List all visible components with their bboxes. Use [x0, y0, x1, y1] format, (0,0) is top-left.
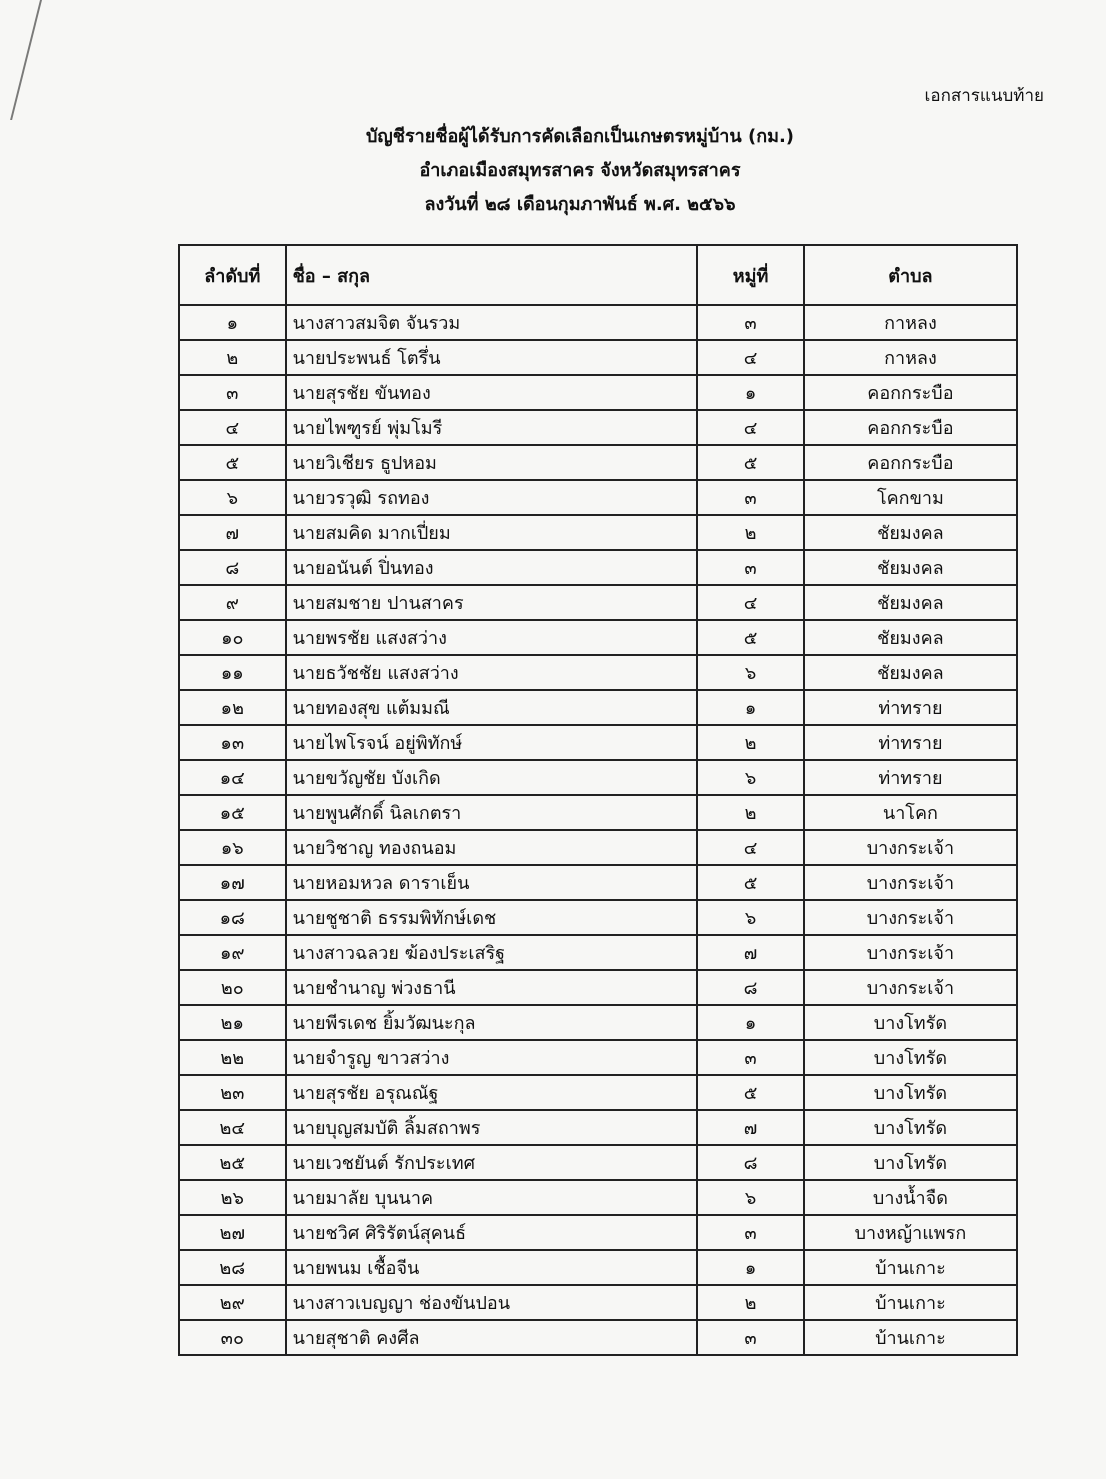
cell-moo: ๓ — [697, 480, 804, 515]
cell-tambon: ชัยมงคล — [804, 655, 1017, 690]
cell-moo: ๓ — [697, 1320, 804, 1355]
cell-tambon: บางน้ำจืด — [804, 1180, 1017, 1215]
table-header-row — [179, 245, 1017, 305]
cell-moo: ๕ — [697, 445, 804, 480]
cell-moo: ๕ — [697, 865, 804, 900]
cell-name: นายสุรชัย อรุณณัฐ — [286, 1075, 698, 1110]
table-row — [179, 410, 1017, 445]
cell-name: นายชูชาติ ธรรมพิทักษ์เดช — [286, 900, 698, 935]
cell-no: ๕ — [179, 445, 286, 480]
cell-no: ๘ — [179, 550, 286, 585]
cell-name: นางสาวสมจิต จันรวม — [286, 305, 698, 340]
cell-no: ๑ — [179, 305, 286, 340]
table-row — [179, 865, 1017, 900]
table-row — [179, 375, 1017, 410]
cell-tambon: บางโทรัด — [804, 1145, 1017, 1180]
cell-tambon: กาหลง — [804, 305, 1017, 340]
cell-name: นายหอมหวล ดาราเย็น — [286, 865, 698, 900]
cell-no: ๙ — [179, 585, 286, 620]
cell-name: นายวรวุฒิ รถทอง — [286, 480, 698, 515]
cell-tambon: กาหลง — [804, 340, 1017, 375]
cell-no: ๒๔ — [179, 1110, 286, 1145]
cell-moo: ๓ — [697, 1040, 804, 1075]
cell-moo: ๔ — [697, 340, 804, 375]
cell-name: นายขวัญชัย บังเกิด — [286, 760, 698, 795]
table-row — [179, 795, 1017, 830]
table-row — [179, 1250, 1017, 1285]
cell-no: ๒๘ — [179, 1250, 286, 1285]
cell-moo: ๘ — [697, 970, 804, 1005]
table-row — [179, 970, 1017, 1005]
cell-tambon: ท่าทราย — [804, 760, 1017, 795]
cell-moo: ๓ — [697, 305, 804, 340]
table-row — [179, 1110, 1017, 1145]
cell-no: ๑๔ — [179, 760, 286, 795]
cell-tambon: บางกระเจ้า — [804, 970, 1017, 1005]
cell-name: นายชำนาญ พ่วงธานี — [286, 970, 698, 1005]
cell-no: ๑๗ — [179, 865, 286, 900]
cell-no: ๑๐ — [179, 620, 286, 655]
cell-no: ๑๑ — [179, 655, 286, 690]
title-line-1: บัญชีรายชื่อผู้ได้รับการคัดเลือกเป็นเกษตรหมู่บ้าน (กม.) — [365, 126, 795, 147]
cell-name: นายมาลัย บุนนาค — [286, 1180, 698, 1215]
cell-tambon: บางโทรัด — [804, 1005, 1017, 1040]
table-row — [179, 690, 1017, 725]
table-row — [179, 760, 1017, 795]
table-row — [179, 340, 1017, 375]
header-moo: หมู่ที่ — [697, 245, 804, 305]
cell-no: ๖ — [179, 480, 286, 515]
cell-name: นายประพนธ์ โตรึ่น — [286, 340, 698, 375]
table-row — [179, 445, 1017, 480]
header-name: ชื่อ – สกุล — [286, 245, 698, 305]
cell-tambon: บางโทรัด — [804, 1110, 1017, 1145]
cell-name: นายสมชาย ปานสาคร — [286, 585, 698, 620]
cell-tambon: คอกกระบือ — [804, 410, 1017, 445]
table-body — [179, 305, 1017, 1355]
cell-tambon: บางกระเจ้า — [804, 830, 1017, 865]
table-row — [179, 1005, 1017, 1040]
cell-tambon: บางกระเจ้า — [804, 900, 1017, 935]
cell-moo: ๕ — [697, 620, 804, 655]
cell-name: นายไพโรจน์ อยู่พิทักษ์ — [286, 725, 698, 760]
cell-tambon: บางหญ้าแพรก — [804, 1215, 1017, 1250]
cell-moo: ๔ — [697, 585, 804, 620]
cell-moo: ๔ — [697, 830, 804, 865]
cell-tambon: บางโทรัด — [804, 1040, 1017, 1075]
table-row — [179, 550, 1017, 585]
cell-no: ๑๒ — [179, 690, 286, 725]
cell-moo: ๑ — [697, 1005, 804, 1040]
cell-moo: ๔ — [697, 410, 804, 445]
cell-name: นายสุรชัย ขันทอง — [286, 375, 698, 410]
cell-name: นายสมคิด มากเปี่ยม — [286, 515, 698, 550]
cell-moo: ๑ — [697, 1250, 804, 1285]
header-tambon: ตำบล — [804, 245, 1017, 305]
cell-no: ๒๗ — [179, 1215, 286, 1250]
cell-moo: ๒ — [697, 795, 804, 830]
cell-no: ๑๘ — [179, 900, 286, 935]
header-no: ลำดับที่ — [179, 245, 286, 305]
cell-name: นายสุชาติ คงศีล — [286, 1320, 698, 1355]
cell-tambon: บ้านเกาะ — [804, 1285, 1017, 1320]
cell-moo: ๖ — [697, 900, 804, 935]
table-row — [179, 1075, 1017, 1110]
cell-moo: ๖ — [697, 655, 804, 690]
cell-name: นายไพฑูรย์ พุ่มโมรี — [286, 410, 698, 445]
cell-no: ๒๒ — [179, 1040, 286, 1075]
cell-tambon: ท่าทราย — [804, 690, 1017, 725]
cell-no: ๑๕ — [179, 795, 286, 830]
cell-moo: ๑ — [697, 375, 804, 410]
cell-tambon: คอกกระบือ — [804, 445, 1017, 480]
cell-tambon: ชัยมงคล — [804, 515, 1017, 550]
cell-moo: ๕ — [697, 1075, 804, 1110]
cell-tambon: โคกขาม — [804, 480, 1017, 515]
title-line-2: อำเภอเมืองสมุทรสาคร จังหวัดสมุทรสาคร — [419, 160, 741, 181]
cell-no: ๔ — [179, 410, 286, 445]
table-row — [179, 1320, 1017, 1355]
cell-no: ๓ — [179, 375, 286, 410]
name-list-table — [178, 244, 1018, 1356]
cell-name: นายธวัชชัย แสงสว่าง — [286, 655, 698, 690]
cell-moo: ๗ — [697, 1110, 804, 1145]
attachment-label: เอกสารแนบท้าย — [924, 86, 1044, 106]
cell-no: ๑๓ — [179, 725, 286, 760]
table-row — [179, 830, 1017, 865]
cell-tambon: ท่าทราย — [804, 725, 1017, 760]
cell-tambon: ชัยมงคล — [804, 585, 1017, 620]
table-row — [179, 305, 1017, 340]
cell-moo: ๒ — [697, 515, 804, 550]
title-line-3: ลงวันที่ ๒๘ เดือนกุมภาพันธ์ พ.ศ. ๒๕๖๖ — [424, 194, 736, 215]
cell-name: นายทองสุข แต้มมณี — [286, 690, 698, 725]
cell-name: นางสาวฉลวย ฆ้องประเสริฐ — [286, 935, 698, 970]
cell-tambon: บ้านเกาะ — [804, 1250, 1017, 1285]
cell-moo: ๒ — [697, 1285, 804, 1320]
table-row — [179, 1180, 1017, 1215]
cell-moo: ๓ — [697, 1215, 804, 1250]
cell-no: ๒๐ — [179, 970, 286, 1005]
cell-name: นายจำรูญ ขาวสว่าง — [286, 1040, 698, 1075]
page-edge-shadow — [10, 0, 72, 120]
cell-moo: ๓ — [697, 550, 804, 585]
table-row — [179, 935, 1017, 970]
cell-moo: ๖ — [697, 1180, 804, 1215]
cell-moo: ๘ — [697, 1145, 804, 1180]
document-title — [300, 120, 860, 222]
cell-name: นายอนันต์ ปิ่นทอง — [286, 550, 698, 585]
cell-no: ๒ — [179, 340, 286, 375]
cell-no: ๑๖ — [179, 830, 286, 865]
cell-name: นายพรชัย แสงสว่าง — [286, 620, 698, 655]
table-row — [179, 900, 1017, 935]
cell-no: ๓๐ — [179, 1320, 286, 1355]
cell-tambon: นาโคก — [804, 795, 1017, 830]
cell-name: นายพูนศักดิ์ นิลเกตรา — [286, 795, 698, 830]
cell-moo: ๑ — [697, 690, 804, 725]
cell-tambon: บ้านเกาะ — [804, 1320, 1017, 1355]
cell-tambon: บางโทรัด — [804, 1075, 1017, 1110]
cell-tambon: บางกระเจ้า — [804, 865, 1017, 900]
table-row — [179, 1215, 1017, 1250]
cell-tambon: ชัยมงคล — [804, 550, 1017, 585]
cell-moo: ๒ — [697, 725, 804, 760]
cell-name: นางสาวเบญญา ช่องขันปอน — [286, 1285, 698, 1320]
cell-no: ๒๕ — [179, 1145, 286, 1180]
cell-name: นายบุญสมบัติ ลิ้มสถาพร — [286, 1110, 698, 1145]
table-row — [179, 1040, 1017, 1075]
cell-name: นายพนม เชื้อจีน — [286, 1250, 698, 1285]
table-row — [179, 1145, 1017, 1180]
table-row — [179, 480, 1017, 515]
cell-no: ๒๑ — [179, 1005, 286, 1040]
cell-name: นายวิชาญ ทองถนอม — [286, 830, 698, 865]
cell-name: นายชวิศ ศิริรัตน์สุคนธ์ — [286, 1215, 698, 1250]
table-row — [179, 585, 1017, 620]
table-row — [179, 725, 1017, 760]
cell-tambon: ชัยมงคล — [804, 620, 1017, 655]
table-row — [179, 620, 1017, 655]
table-row — [179, 1285, 1017, 1320]
cell-tambon: คอกกระบือ — [804, 375, 1017, 410]
table-row — [179, 515, 1017, 550]
cell-no: ๒๙ — [179, 1285, 286, 1320]
cell-name: นายเวชยันต์ รักประเทศ — [286, 1145, 698, 1180]
table-row — [179, 655, 1017, 690]
cell-no: ๒๓ — [179, 1075, 286, 1110]
cell-no: ๗ — [179, 515, 286, 550]
cell-tambon: บางกระเจ้า — [804, 935, 1017, 970]
cell-no: ๒๖ — [179, 1180, 286, 1215]
cell-name: นายพีรเดช ยิ้มวัฒนะกุล — [286, 1005, 698, 1040]
cell-no: ๑๙ — [179, 935, 286, 970]
cell-name: นายวิเชียร ธูปหอม — [286, 445, 698, 480]
cell-moo: ๖ — [697, 760, 804, 795]
cell-moo: ๗ — [697, 935, 804, 970]
